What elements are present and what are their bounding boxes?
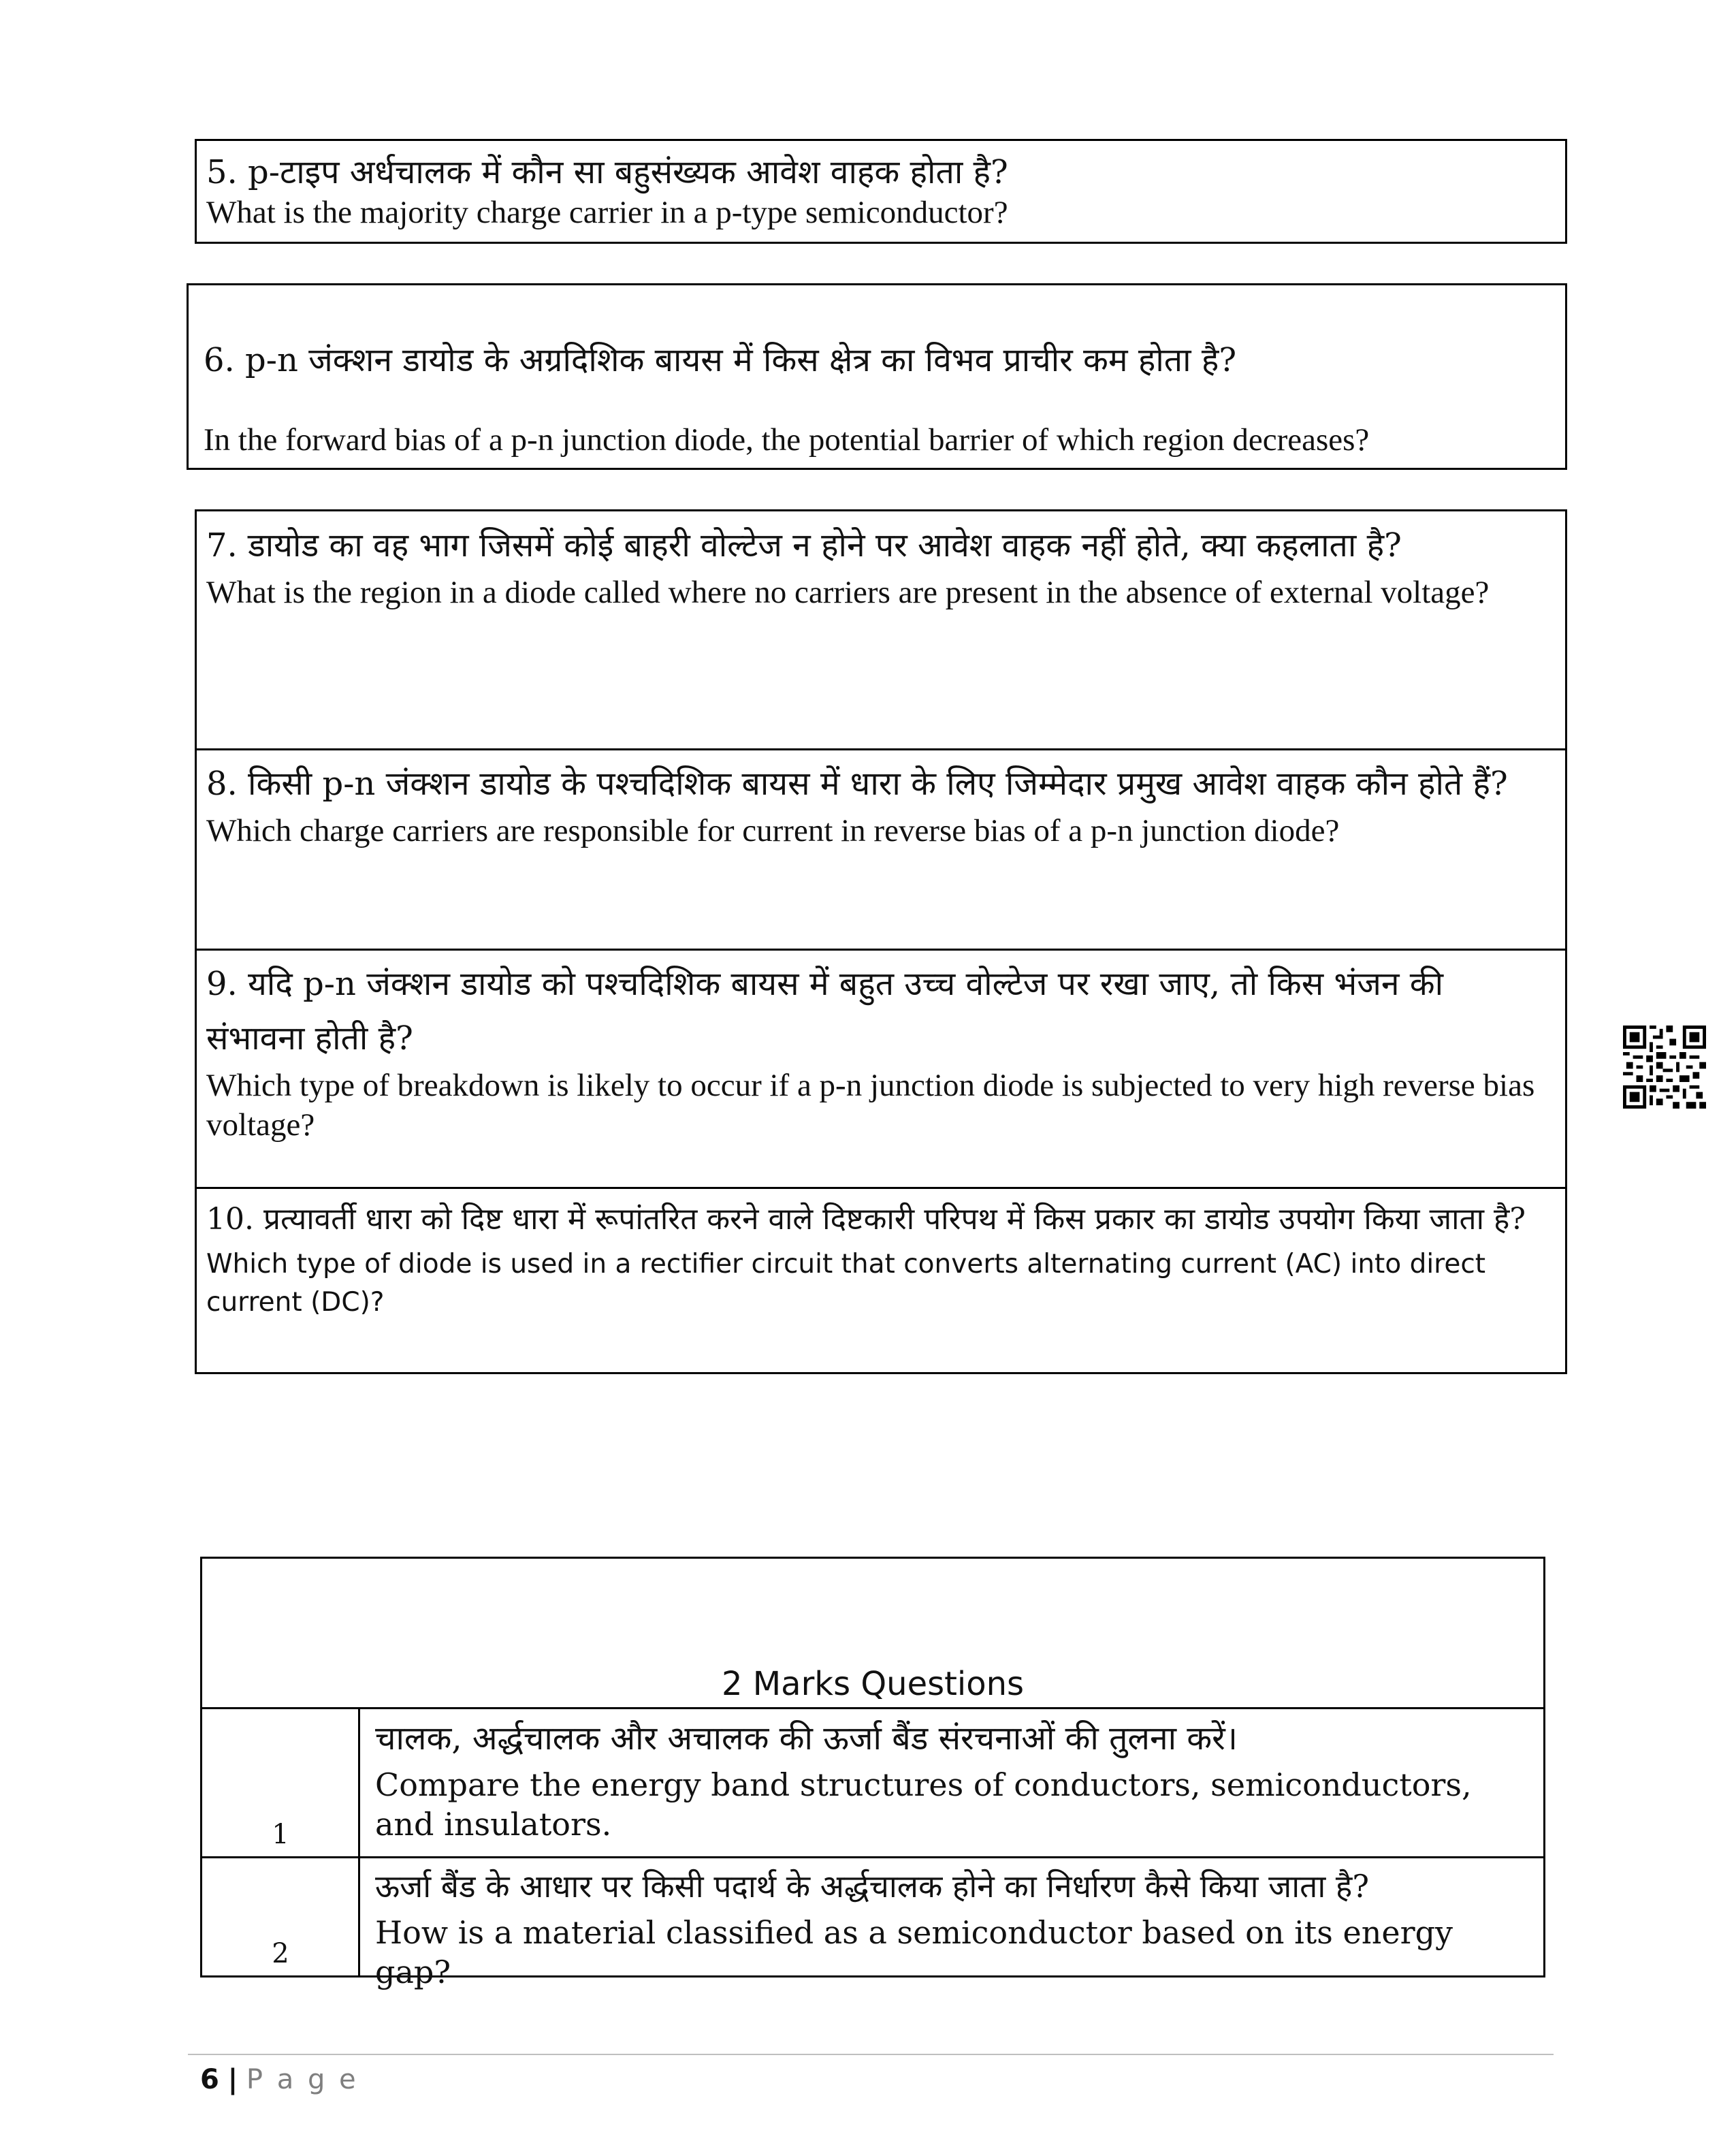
row-hindi: ऊर्जा बैंड के आधार पर किसी पदार्थ के अर्द्धचालक होने का निर्धारण कैसे किया जाता है? xyxy=(375,1868,1370,1905)
row-divider xyxy=(197,1187,1565,1189)
question-7-cell xyxy=(197,511,1565,750)
row-divider xyxy=(197,949,1565,951)
row-number: 1 xyxy=(272,1819,289,1850)
question-7-hindi: 7. डायोड का वह भाग जिसमें कोई बाहरी वोल्टेज न होने पर आवेश वाहक नहीं होते, क्या कहलाता है? xyxy=(206,526,1402,565)
page-number: 6 xyxy=(200,2064,219,2095)
row-divider xyxy=(197,748,1565,750)
page-label: P a g e xyxy=(246,2064,359,2095)
two-marks-header xyxy=(202,1559,1543,1709)
question-5-hindi: 5. p-टाइप अर्धचालक में कौन सा बहुसंख्यक आवेश वाहक होता है? xyxy=(206,153,1008,191)
row-number: 2 xyxy=(272,1938,289,1969)
question-6-box xyxy=(187,283,1567,470)
question-7-english: What is the region in a diode called where no carriers are present in the absence of external voltage? xyxy=(206,575,1490,610)
footer-rule xyxy=(188,2054,1554,2055)
question-10-hindi: 10. प्रत्यावर्ती धारा को दिष्ट धारा में रूपांतरित करने वाले दिष्टकारी परिपथ में किस प्रकार का डायोड उपयोग किया जाता है? xyxy=(206,1202,1526,1237)
question-10-cell xyxy=(197,1190,1565,1373)
question-5-english: What is the majority charge carrier in a p-type semiconductor? xyxy=(206,195,1008,230)
qr-code-icon xyxy=(1623,1026,1706,1109)
question-10-english: Which type of diode is used in a rectifier circuit that converts alternating current (AC) into direct current (DC)? xyxy=(206,1249,1486,1318)
question-6-english: In the forward bias of a p-n junction diode, the potential barrier of which region decreases? xyxy=(204,422,1370,458)
page-separator: | xyxy=(227,2064,238,2095)
row-english: How is a material classified as a semiconductor based on its energy gap? xyxy=(375,1914,1453,1990)
questions-7-10-table xyxy=(195,509,1567,1374)
row-english: Compare the energy band structures of conductors, semiconductors, and insulators. xyxy=(375,1766,1472,1843)
question-9-hindi: 9. यदि p-n जंक्शन डायोड को पश्चदिशिक बायस में बहुत उच्च वोल्टेज पर रखा जाए, तो किस भंजन की संभावना होती है? xyxy=(206,965,1444,1058)
question-9-cell xyxy=(197,951,1565,1187)
two-marks-row-2 xyxy=(202,1858,1543,1990)
two-marks-table xyxy=(200,1557,1545,1990)
question-8-hindi: 8. किसी p-n जंक्शन डायोड के पश्चदिशिक बायस में धारा के लिए जिम्मेदार प्रमुख आवेश वाहक कौन होते हैं? xyxy=(206,765,1508,803)
question-9-english: Which type of breakdown is likely to occur if a p-n junction diode is subjected to very high reverse bias voltage? xyxy=(206,1068,1535,1143)
two-marks-row-1 xyxy=(202,1709,1543,1856)
question-5-box xyxy=(195,139,1567,244)
question-6-hindi: 6. p-n जंक्शन डायोड के अग्रदिशिक बायस में किस क्षेत्र का विभव प्राचीर कम होता है? xyxy=(204,341,1237,379)
question-8-cell xyxy=(197,751,1565,949)
question-8-english: Which charge carriers are responsible for current in reverse bias of a p-n junction diode? xyxy=(206,813,1340,848)
section-title: 2 Marks Questions xyxy=(721,1665,1025,1703)
row-hindi: चालक, अर्द्धचालक और अचालक की ऊर्जा बैंड संरचनाओं की तुलना करें। xyxy=(375,1719,1238,1758)
page-footer xyxy=(200,2062,359,2097)
